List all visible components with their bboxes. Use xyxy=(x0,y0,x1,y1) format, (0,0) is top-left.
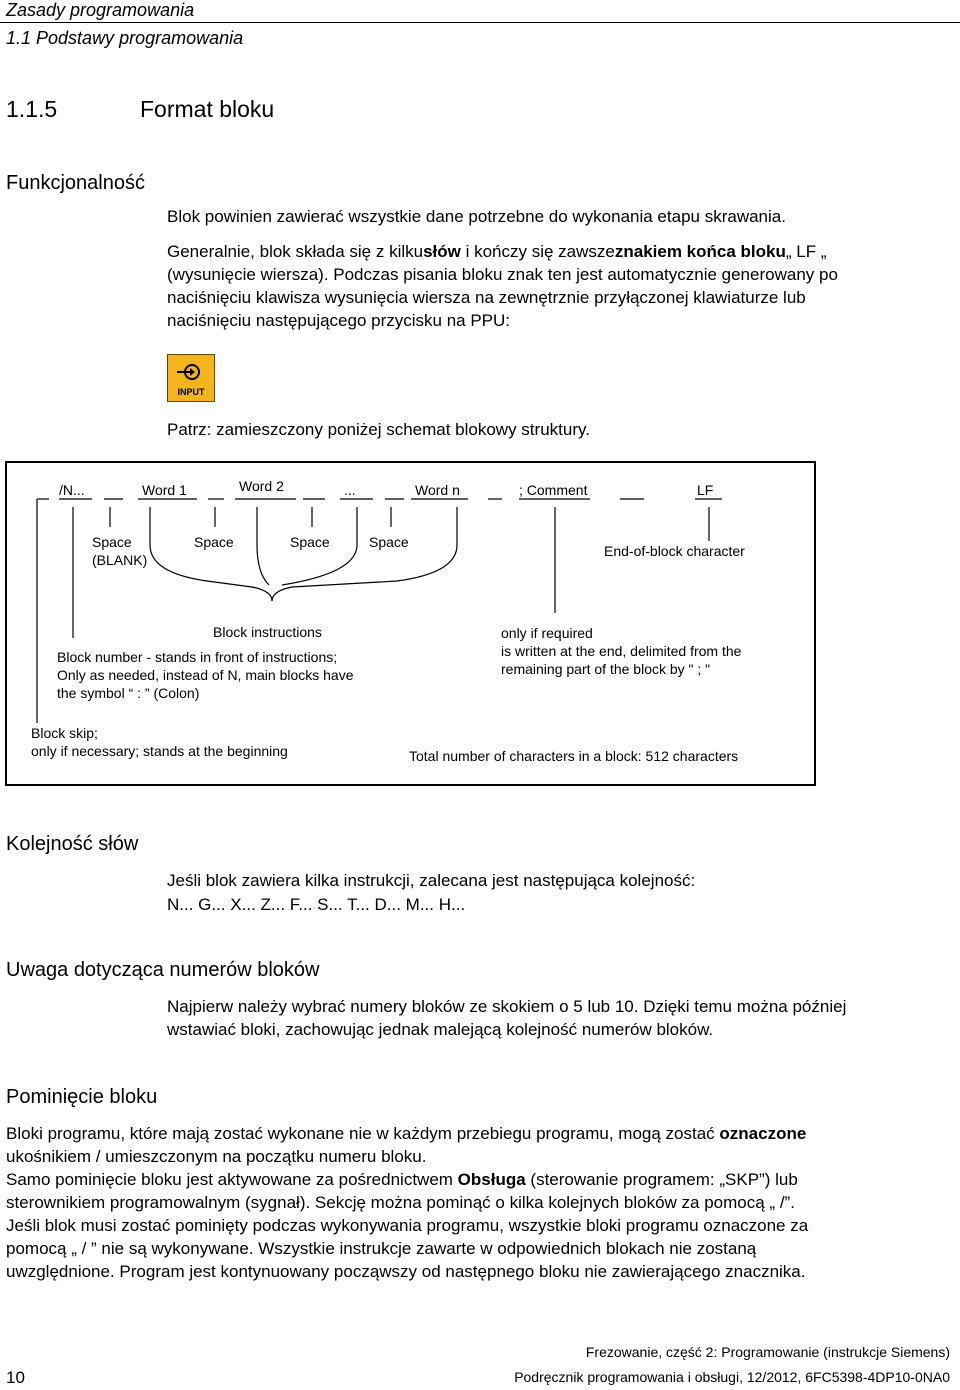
diagram-only-if-required-3: remaining part of the block by " ; " xyxy=(501,661,711,677)
diagram-block-skip-1: Block skip; xyxy=(31,725,98,741)
block-skip-line7: uwzględnione. Program jest kontynuowany począwszy od następnego bloku nie zawierającego znacznika. xyxy=(6,1262,806,1281)
diagram-block-number-1: Block number - stands in front of instructions; xyxy=(57,649,338,665)
block-skip-line3: Samo pominięcie bloku jest aktywowane za pośrednictwem Obsługa (sterowanie programem: „SKP”) lub xyxy=(6,1170,798,1189)
header-rule xyxy=(0,22,960,23)
heading-word-order: Kolejność słów xyxy=(6,833,139,855)
running-header-chapter: Zasady programowania xyxy=(6,0,195,20)
block-skip-line6: pomocą „ / ” nie są wykonywane. Wszystkie instrukcje zawarte w odpowiednich blokach nie zostaną xyxy=(6,1239,757,1258)
diagram-token-word2: Word 2 xyxy=(239,478,284,494)
diagram-block-skip-2: only if necessary; stands at the beginning xyxy=(31,743,288,759)
diagram-total-characters: Total number of characters in a block: 512 characters xyxy=(409,748,739,764)
diagram-only-if-required-1: only if required xyxy=(501,625,593,641)
footer-edition: Podręcznik programowania i obsługi, 12/2012, 6FC5398-4DP10-0NA0 xyxy=(514,1369,950,1385)
diagram-space-1: Space xyxy=(194,534,234,550)
diagram-block-number-3: the symbol “ : ” (Colon) xyxy=(57,685,200,701)
diagram-token-word1: Word 1 xyxy=(142,482,187,498)
diagram-space-2: Space xyxy=(290,534,330,550)
input-key-icon xyxy=(167,354,215,402)
input-key-label: INPUT xyxy=(177,387,205,397)
block-skip-line5: Jeśli blok musi zostać pominięty podczas wykonywania programu, wszystkie bloki programu oznaczone za xyxy=(6,1216,809,1235)
block-skip-line4: sterownikiem programowalnym (sygnał). Sekcję można pominąć o kilka kolejnych bloków za pomocą „ /”. xyxy=(6,1193,795,1212)
page-number: 10 xyxy=(6,1368,25,1387)
heading-functionality: Funkcjonalność xyxy=(6,172,145,194)
block-skip-line2: ukośnikiem / umieszczonym na początku numeru bloku. xyxy=(6,1147,427,1166)
block-skip-line1: Bloki programu, które mają zostać wykonane nie w każdym przebiegu programu, mogą zostać oznaczone xyxy=(6,1124,807,1143)
diagram-block-number-2: Only as needed, instead of N, main blocks have xyxy=(57,667,354,683)
see-also-text: Patrz: zamieszczony poniżej schemat blokowy struktury. xyxy=(167,420,590,439)
diagram-token-ellipsis: ... xyxy=(344,482,356,498)
functionality-p2-line3: naciśnięciu klawisza wysunięcia wiersza na zewnętrznie przyłączonej klawiaturze lub xyxy=(167,288,806,307)
functionality-p1: Blok powinien zawierać wszystkie dane potrzebne do wykonania etapu skrawania. xyxy=(167,207,786,226)
functionality-p2-line2: (wysunięcie wiersza). Podczas pisania bloku znak ten jest automatycznie generowany po xyxy=(167,265,838,284)
diagram-space-blank-2: (BLANK) xyxy=(92,552,148,568)
heading-block-skip: Pominięcie bloku xyxy=(6,1086,158,1108)
block-numbers-line2: wstawiać bloki, zachowując jednak malejącą kolejność numerów bloków. xyxy=(167,1020,714,1039)
diagram-space-blank: Space xyxy=(92,534,132,550)
diagram-block-instructions: Block instructions xyxy=(213,624,322,640)
diagram-token-comment: ; Comment xyxy=(519,482,588,498)
footer-title: Frezowanie, część 2: Programowanie (instrukcje Siemens) xyxy=(585,1344,950,1360)
functionality-p2-line1: Generalnie, blok składa się z kilkusłów i kończy się zawszeznakiem końca bloku„ LF „ xyxy=(167,242,827,261)
heading-block-numbers: Uwaga dotycząca numerów bloków xyxy=(6,959,320,981)
word-order-line1: Jeśli blok zawiera kilka instrukcji, zalecana jest następująca kolejność: xyxy=(167,871,696,890)
section-number: 1.1.5 xyxy=(6,96,58,122)
block-structure-diagram xyxy=(5,461,816,786)
diagram-space-3: Space xyxy=(369,534,409,550)
diagram-only-if-required-2: is written at the end, delimited from the xyxy=(501,643,742,659)
diagram-token-block-number: /N... xyxy=(59,482,85,498)
block-numbers-line1: Najpierw należy wybrać numery bloków ze skokiem o 5 lub 10. Dzięki temu można później xyxy=(167,997,847,1016)
diagram-token-lf: LF xyxy=(697,482,714,498)
functionality-p2-line4: naciśnięciu następującego przycisku na PPU: xyxy=(167,311,511,330)
running-header-section: 1.1 Podstawy programowania xyxy=(6,28,244,48)
word-order-line2: N... G... X... Z... F... S... T... D... M... H... xyxy=(167,895,466,914)
diagram-token-wordn: Word n xyxy=(415,482,460,498)
section-title: Format bloku xyxy=(140,96,275,122)
diagram-end-of-block: End-of-block character xyxy=(604,543,745,559)
